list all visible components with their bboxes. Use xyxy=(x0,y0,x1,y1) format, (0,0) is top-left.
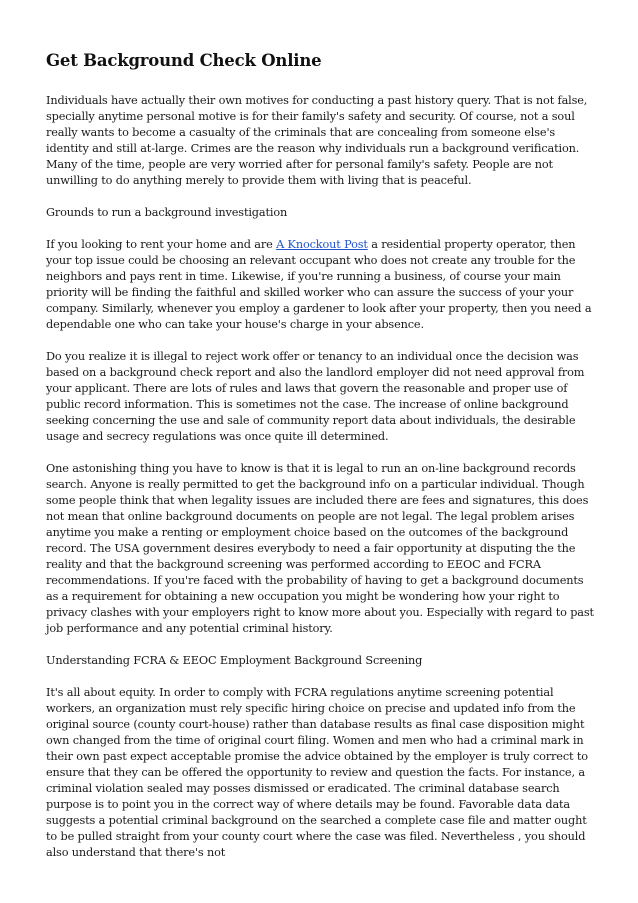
paragraph-intro: Individuals have actually their own motives for conducting a past history query. That is not false, specially anytime personal motive is for their family's safety and security. Of course, not a soul really wants to become a casualty of the criminals that are concealing from someone else's identity and still at-large. Crimes are the reason why individuals run a background verification. Many of the time, people are very worried after for personal family's safety. People are not unwilling to do anything merely to provide them with living that is peaceful. xyxy=(46,94,588,187)
paragraph-equity: It's all about equity. In order to comply with FCRA regulations anytime screening potential workers, an organization must rely specific hiring choice on precise and updated info from the original source (county court-house) rather than database results as final case disposition might own changed from the time of original court filing. Women and men who had a criminal mark in their own past expect acceptable promise the advice obtained by the employer is truly correct to ensure that they can be offered the opportunity to review and question the facts. For instance, a criminal violation sealed may posses dismissed or eradicated. The criminal database search purpose is to point you in the correct way of where details may be found. Favorable data data suggests a potential criminal background on the searched a complete case file and matter ought to be pulled straight from your county court where the case was filed. Nevertheless , you should also understand that there's not xyxy=(46,686,588,859)
paragraph-text-before-link: If you looking to rent your home and are xyxy=(46,238,277,251)
section-heading-grounds: Grounds to run a background investigation xyxy=(46,206,288,219)
page-title: Get Background Check Online xyxy=(46,51,322,70)
paragraph-text-after-link: a residential property operator, then your top issue could be choosing an relevant occupant who does not create any trouble for the neighbors and pays rent in time. Likewise, if you're running a business, of course your main priority will be finding the faithful and skilled worker who can assure the success of your your company. Similarly, whenever you employ a gardener to look after your property, then you need a dependable one who can take your house's charge in your absence. xyxy=(46,238,592,331)
paragraph-legal-search: One astonishing thing you have to know is that it is legal to run an on-line background records search. Anyone is really permitted to get the background info on a particular individual. Though some people think that when legality issues are included there are fees and signatures, this does not mean that online background documents on people are not legal. The legal problem arises anytime you make a renting or employment choice based on the outcomes of the background record. The USA government desires everybody to need a fair opportunity at disputing the the reality and that the background screening was performed according to EEOC and FCRA recommendations. If you're faced with the probability of having to get a background documents as a requirement for obtaining a new occupation you might be wondering how your right to privacy clashes with your employers right to know more about you. Especially with regard to past job performance and any potential criminal history. xyxy=(46,462,594,635)
paragraph-rent-home xyxy=(46,237,596,333)
document-page xyxy=(46,50,596,877)
paragraph-illegal-reject: Do you realize it is illegal to reject work offer or tenancy to an individual once the decision was based on a background check report and also the landlord employer did not need approval from your applicant. There are lots of rules and laws that govern the reasonable and proper use of public record information. This is sometimes not the case. The increase of online background seeking concerning the use and sale of community report data about individuals, the desirable usage and secrecy regulations was once quite ill determined. xyxy=(46,350,585,443)
section-heading-fcra: Understanding FCRA & EEOC Employment Background Screening xyxy=(46,654,423,667)
knockout-post-link[interactable]: A Knockout Post xyxy=(276,238,368,251)
